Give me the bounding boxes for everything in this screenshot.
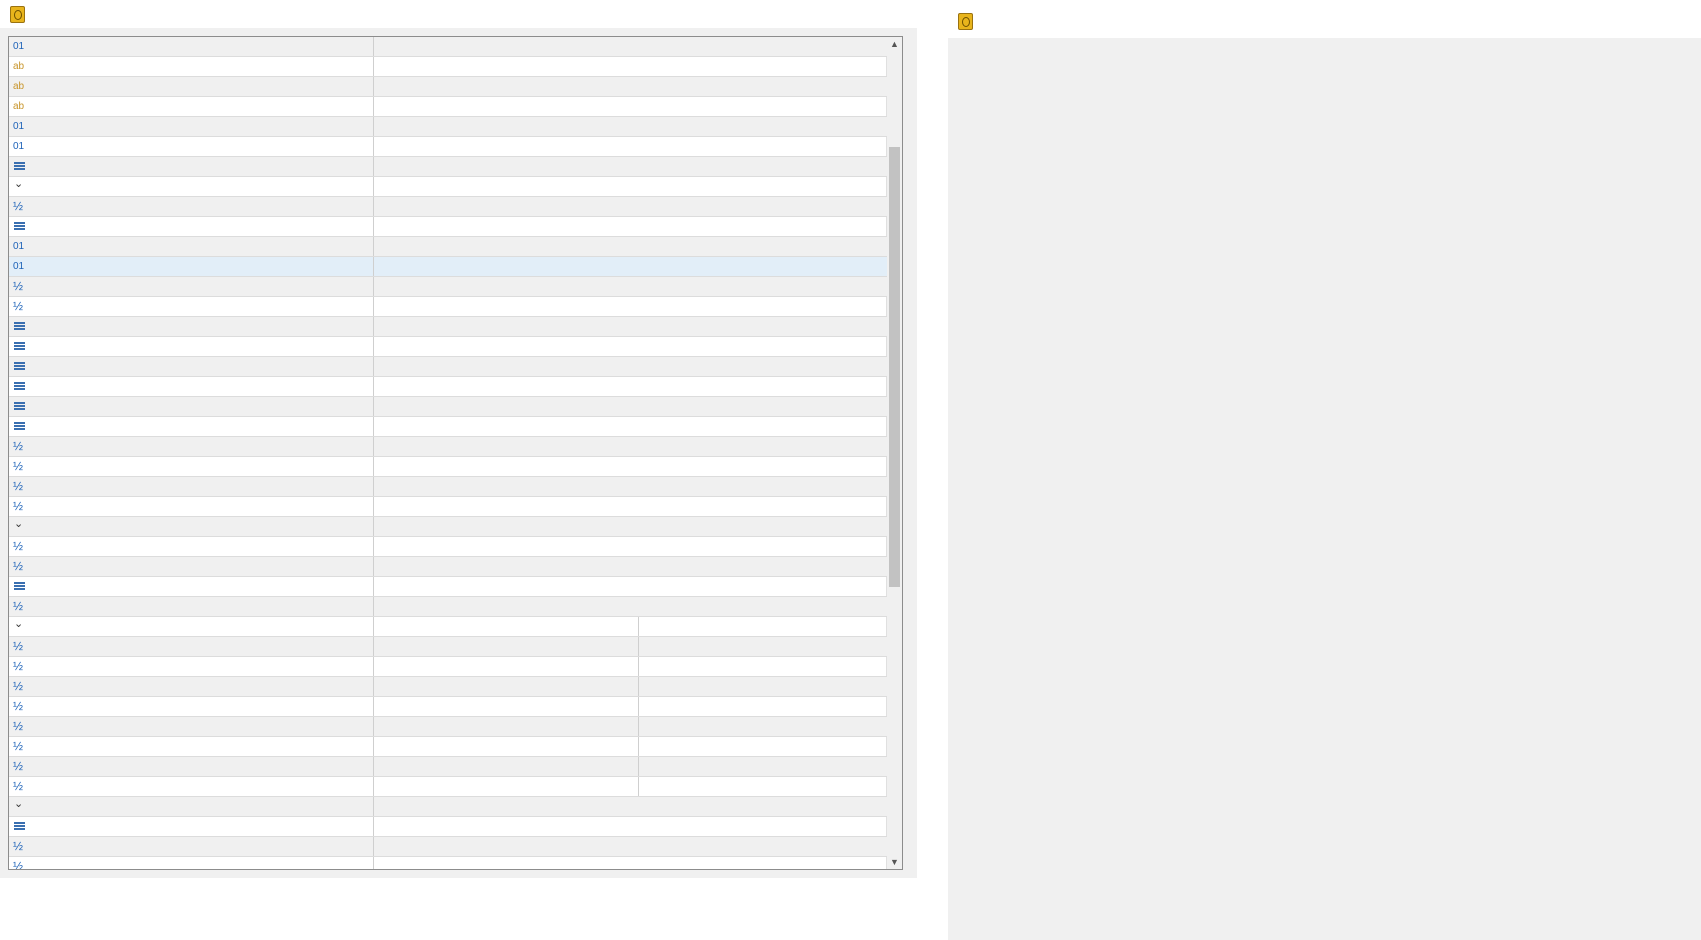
integer-icon: 01 bbox=[13, 121, 25, 132]
row-volume-limit[interactable] bbox=[9, 497, 887, 517]
scroll-down-arrow-icon[interactable]: ▼ bbox=[890, 857, 899, 867]
row-swap-short[interactable] bbox=[9, 857, 887, 870]
row-volume-step[interactable] bbox=[9, 477, 887, 497]
chevron-down-icon[interactable]: ⌄ bbox=[14, 798, 24, 810]
fraction-icon: ½ bbox=[13, 499, 24, 513]
column-2-value bbox=[638, 637, 887, 656]
column-2-value bbox=[638, 717, 887, 736]
enum-list-icon bbox=[13, 217, 27, 236]
fraction-icon: ½ bbox=[13, 699, 24, 713]
string-icon: ab bbox=[13, 101, 25, 112]
row-market-sell[interactable] bbox=[9, 657, 887, 677]
row-value bbox=[373, 457, 887, 476]
row-value bbox=[373, 537, 887, 556]
row-buy-stop[interactable] bbox=[9, 717, 887, 737]
row-chart-mode[interactable] bbox=[9, 157, 887, 177]
row-value bbox=[373, 317, 887, 336]
enum-list-icon bbox=[13, 417, 27, 436]
fraction-icon: ½ bbox=[13, 639, 24, 653]
row-value bbox=[373, 137, 887, 156]
scrollbar-thumb[interactable] bbox=[889, 147, 900, 587]
fraction-icon: ½ bbox=[13, 839, 24, 853]
row-digits[interactable] bbox=[9, 37, 887, 57]
column-1-value bbox=[373, 717, 638, 736]
fraction-icon: ½ bbox=[13, 559, 24, 573]
fraction-icon: ½ bbox=[13, 779, 24, 793]
row-value bbox=[373, 177, 887, 196]
row-sell-stop[interactable] bbox=[9, 737, 887, 757]
row-expiration[interactable] bbox=[9, 397, 887, 417]
row-value bbox=[373, 477, 887, 496]
column-2-value bbox=[638, 617, 887, 636]
row-value bbox=[373, 557, 887, 576]
enum-list-icon bbox=[13, 377, 27, 396]
row-value bbox=[373, 217, 887, 236]
title-bar bbox=[0, 0, 917, 28]
row-profit-currency[interactable] bbox=[9, 77, 887, 97]
row-value bbox=[373, 837, 887, 856]
row-value bbox=[373, 257, 887, 276]
column-1-value bbox=[373, 777, 638, 796]
row-maintenance-margin[interactable] bbox=[9, 557, 887, 577]
scroll-up-arrow-icon[interactable]: ▲ bbox=[890, 39, 899, 49]
string-icon: ab bbox=[13, 61, 25, 72]
row-sell-limit[interactable] bbox=[9, 697, 887, 717]
section-trade[interactable] bbox=[9, 177, 887, 197]
row-spread[interactable] bbox=[9, 117, 887, 137]
section-margin[interactable] bbox=[9, 517, 887, 537]
row-value bbox=[373, 197, 887, 216]
row-value bbox=[373, 157, 887, 176]
row-maximal-volume[interactable] bbox=[9, 457, 887, 477]
specification-window bbox=[948, 0, 1701, 940]
row-market-depth[interactable] bbox=[9, 137, 887, 157]
row-margin-currency[interactable] bbox=[9, 97, 887, 117]
column-1-value bbox=[373, 677, 638, 696]
row-filling[interactable] bbox=[9, 377, 887, 397]
fraction-icon: ½ bbox=[13, 459, 24, 473]
row-value bbox=[373, 517, 887, 536]
enum-list-icon bbox=[13, 317, 27, 336]
row-gtc-mode[interactable] bbox=[9, 357, 887, 377]
row-initial-margin[interactable] bbox=[9, 537, 887, 557]
section-swaps[interactable] bbox=[9, 797, 887, 817]
row-value bbox=[373, 117, 887, 136]
row-value bbox=[373, 57, 887, 76]
column-2-value bbox=[638, 677, 887, 696]
column-2-value bbox=[638, 777, 887, 796]
fraction-icon: ½ bbox=[13, 859, 24, 870]
row-minimal-volume[interactable] bbox=[9, 437, 887, 457]
fraction-icon: ½ bbox=[13, 759, 24, 773]
row-value bbox=[373, 237, 887, 256]
fraction-icon: ½ bbox=[13, 659, 24, 673]
row-swap-long[interactable] bbox=[9, 837, 887, 857]
row-value bbox=[373, 77, 887, 96]
row-value bbox=[373, 337, 887, 356]
section-margin-rate[interactable] bbox=[9, 617, 887, 637]
title-bar bbox=[948, 0, 1701, 38]
row-swap-type[interactable] bbox=[9, 817, 887, 837]
integer-icon: 01 bbox=[13, 261, 25, 272]
column-2-value bbox=[638, 757, 887, 776]
enum-list-icon bbox=[13, 577, 27, 596]
integer-icon: 01 bbox=[13, 141, 25, 152]
row-calculation[interactable] bbox=[9, 217, 887, 237]
row-market-buy[interactable] bbox=[9, 637, 887, 657]
chevron-down-icon[interactable]: ⌄ bbox=[14, 518, 24, 530]
row-tick-value[interactable] bbox=[9, 297, 887, 317]
row-buy-limit[interactable] bbox=[9, 677, 887, 697]
fraction-icon: ½ bbox=[13, 199, 24, 213]
fraction-icon: ½ bbox=[13, 719, 24, 733]
row-value bbox=[373, 817, 887, 836]
vertical-scrollbar[interactable] bbox=[886, 37, 902, 869]
column-2-value bbox=[638, 737, 887, 756]
integer-icon: 01 bbox=[13, 41, 25, 52]
row-value bbox=[373, 97, 887, 116]
row-value bbox=[373, 857, 887, 870]
row-value bbox=[373, 437, 887, 456]
row-execution[interactable] bbox=[9, 337, 887, 357]
chevron-down-icon[interactable]: ⌄ bbox=[14, 618, 24, 630]
column-2-value bbox=[638, 657, 887, 676]
fraction-icon: ½ bbox=[13, 479, 24, 493]
row-buy-stop-limit[interactable] bbox=[9, 757, 887, 777]
fraction-icon: ½ bbox=[13, 299, 24, 313]
fraction-icon: ½ bbox=[13, 599, 24, 613]
app-icon bbox=[958, 13, 973, 30]
fraction-icon: ½ bbox=[13, 439, 24, 453]
row-value bbox=[373, 577, 887, 596]
row-value bbox=[373, 377, 887, 396]
row-hedged-margin[interactable] bbox=[9, 597, 887, 617]
row-orders[interactable] bbox=[9, 417, 887, 437]
enum-list-icon bbox=[13, 817, 27, 836]
column-1-value bbox=[373, 737, 638, 756]
fraction-icon: ½ bbox=[13, 539, 24, 553]
row-value bbox=[373, 597, 887, 616]
row-value bbox=[373, 497, 887, 516]
row-value bbox=[373, 297, 887, 316]
enum-list-icon bbox=[13, 397, 27, 416]
row-value bbox=[373, 397, 887, 416]
column-1-value bbox=[373, 637, 638, 656]
enum-list-icon bbox=[13, 337, 27, 356]
integer-icon: 01 bbox=[13, 241, 25, 252]
row-freeze-level[interactable] bbox=[9, 257, 887, 277]
row-value bbox=[373, 417, 887, 436]
column-2-value bbox=[638, 697, 887, 716]
row-value bbox=[373, 357, 887, 376]
app-icon bbox=[10, 6, 25, 23]
row-calculate-hedged-margin-using-larger-leg[interactable] bbox=[9, 577, 887, 597]
row-value bbox=[373, 37, 887, 56]
column-1-value bbox=[373, 617, 638, 636]
fraction-icon: ½ bbox=[13, 679, 24, 693]
row-tick-size[interactable] bbox=[9, 277, 887, 297]
row-contract-size[interactable] bbox=[9, 197, 887, 217]
row-value bbox=[373, 277, 887, 296]
row-trade[interactable] bbox=[9, 317, 887, 337]
chevron-down-icon[interactable]: ⌄ bbox=[14, 178, 24, 190]
column-1-value bbox=[373, 657, 638, 676]
enum-list-icon bbox=[13, 157, 27, 176]
row-value bbox=[373, 797, 887, 816]
row-sell-stop-limit[interactable] bbox=[9, 777, 887, 797]
column-1-value bbox=[373, 697, 638, 716]
string-icon: ab bbox=[13, 81, 25, 92]
fraction-icon: ½ bbox=[13, 739, 24, 753]
row-stops-level[interactable] bbox=[9, 237, 887, 257]
column-1-value bbox=[373, 757, 638, 776]
enum-list-icon bbox=[13, 357, 27, 376]
row-base-currency[interactable] bbox=[9, 57, 887, 77]
properties-grid bbox=[8, 36, 903, 870]
fraction-icon: ½ bbox=[13, 279, 24, 293]
